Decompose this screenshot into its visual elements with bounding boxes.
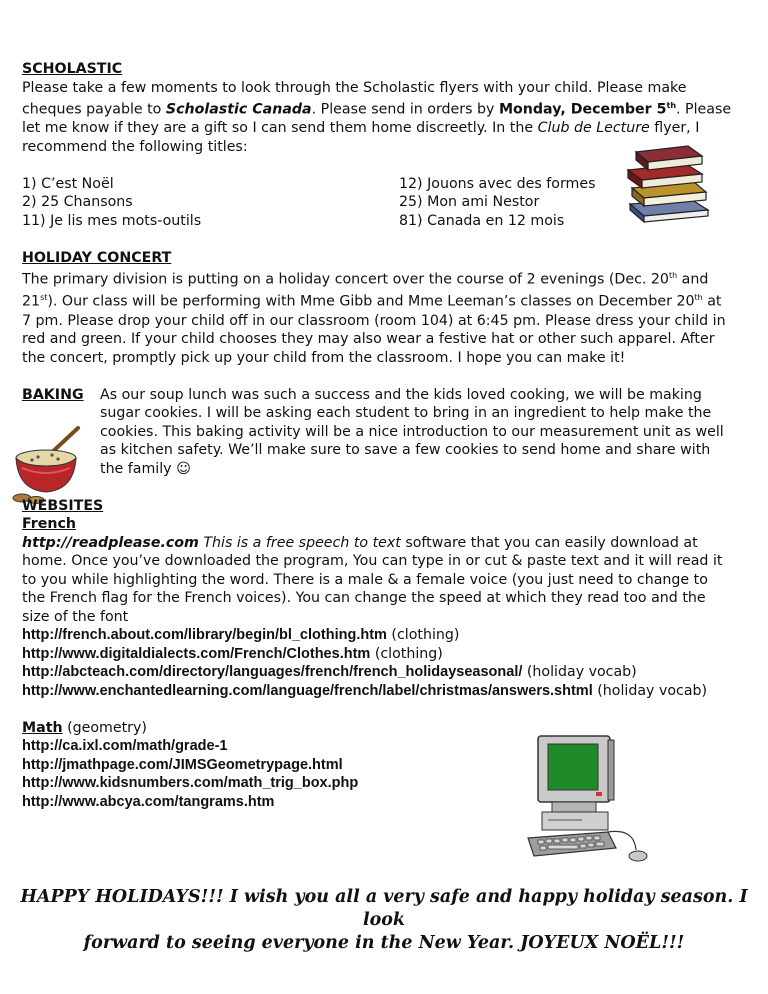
concert-text-4: at 7 pm. Please drop your child off in our classroom (room 104) at 6:45 pm. Please dress your child in red and green. If your child chooses they may also wear a festive hat or other such apparel. After the concert, promptly pick up your child from the classroom. I hope you can make it! <box>22 294 726 366</box>
title-item: 2) 25 Chansons <box>22 194 133 211</box>
scholastic-paragraph <box>22 79 734 157</box>
concert-text-1: The primary division is putting on a holiday concert over the course of 2 evenings (Dec. 20 <box>22 271 669 288</box>
french-link-row <box>22 626 734 645</box>
link-note: (clothing) <box>386 627 460 644</box>
deadline-date: December 5 <box>570 101 667 118</box>
readplease-paragraph <box>22 534 734 627</box>
scholastic-text-1: Please take a few moments to look through the Scholastic flyers with your child. Please make cheques payable to <box>22 79 687 118</box>
websites-section <box>22 497 734 812</box>
math-link[interactable]: http://www.abcya.com/tangrams.htm <box>22 793 275 810</box>
scholastic-text-2: . Please send in orders by <box>311 101 499 118</box>
math-link[interactable]: http://ca.ixl.com/math/grade-1 <box>22 738 228 755</box>
french-link-row <box>22 682 734 701</box>
math-link[interactable]: http://jmathpage.com/JIMSGeometrypage.html <box>22 756 343 773</box>
concert-sup-1: th <box>668 271 678 281</box>
link-note: (clothing) <box>370 645 443 662</box>
readplease-desc-italic: This is a free speech to text <box>198 534 401 551</box>
link-note: (holiday vocab) <box>522 664 637 681</box>
french-link[interactable]: http://www.digitaldialects.com/French/Clothes.htm <box>22 645 371 662</box>
title-item: 81) Canada en 12 mois <box>399 212 565 229</box>
concert-heading: HOLIDAY CONCERT <box>22 249 172 266</box>
math-heading: Math <box>22 719 63 736</box>
french-link-row <box>22 645 734 664</box>
baking-paragraph: As our soup lunch was such a success and the kids loved cooking, we will be making sugar cookies. I will be asking each student to bring in an ingredient to help make the cookies. This baking activity will be a nice introduction to our measurement unit as well as kitchen safety. We’ll make sure to save a few cookies to send home and share with the family ☺ <box>100 386 724 477</box>
french-link[interactable]: http://www.enchantedlearning.com/language/french/label/christmas/answers.shtml <box>22 682 593 699</box>
closing-message <box>0 886 768 955</box>
math-link[interactable]: http://www.kidsnumbers.com/math_trig_box.php <box>22 775 359 792</box>
french-heading: French <box>22 516 77 533</box>
baking-heading: BAKING <box>22 386 84 403</box>
concert-text-3: ). Our class will be performing with Mme Gibb and Mme Leeman’s classes on December 20 <box>47 294 695 311</box>
link-note: (holiday vocab) <box>592 682 708 699</box>
baking-section <box>22 386 734 479</box>
deadline-day: Monday <box>498 101 561 118</box>
recommended-titles <box>22 175 734 231</box>
readplease-prefix: http:// <box>22 534 72 551</box>
readplease-link[interactable]: readplease.com <box>71 534 199 551</box>
closing-line-1: HAPPY HOLIDAYS!!! I wish you all a very safe and happy holiday season. I look <box>20 887 748 930</box>
websites-heading: WEBSITES <box>22 497 104 514</box>
scholastic-text-3: . Please let me know if they are a gift so I can send them home discreetly. In the <box>22 101 732 137</box>
scholastic-heading: SCHOLASTIC <box>22 61 123 77</box>
math-heading-row <box>22 719 734 738</box>
french-link[interactable]: http://abcteach.com/directory/languages/french/french_holidayseasonal/ <box>22 664 523 681</box>
flyer-name: Club de Lecture <box>537 120 650 137</box>
title-item: 1) C’est Noël <box>22 175 114 192</box>
readplease-desc: software that you can easily download at home. Once you’ve downloaded the program, You can type in or cut & paste text and it will read it to you while highlighting the word. There is a male & a female voice (you just need to change to the French flag for the French voices). You can change the speed at which they read too and the size of the font <box>22 534 723 625</box>
concert-text-2: and 21 <box>22 271 709 311</box>
payable-to: Scholastic Canada <box>165 101 312 118</box>
concert-sup-2: st <box>40 293 48 303</box>
newsletter-body <box>22 60 734 811</box>
deadline-sep: , <box>560 101 571 118</box>
title-item: 25) Mon ami Nestor <box>399 194 540 211</box>
concert-section <box>22 249 734 367</box>
french-link-row <box>22 663 734 682</box>
math-note: (geometry) <box>62 719 147 736</box>
concert-sup-3: th <box>694 293 703 303</box>
closing-line-2: forward to seeing everyone in the New Year. JOYEUX NOËL!!! <box>83 933 685 953</box>
deadline-sup: th <box>666 101 677 110</box>
concert-paragraph <box>22 267 734 367</box>
scholastic-section <box>22 60 734 230</box>
scholastic-text-4: flyer, I recommend the following titles: <box>22 120 700 155</box>
title-item: 11) Je lis mes mots-outils <box>22 212 202 229</box>
french-link[interactable]: http://french.about.com/library/begin/bl_clothing.htm <box>22 627 387 644</box>
title-item: 12) Jouons avec des formes <box>399 175 596 192</box>
